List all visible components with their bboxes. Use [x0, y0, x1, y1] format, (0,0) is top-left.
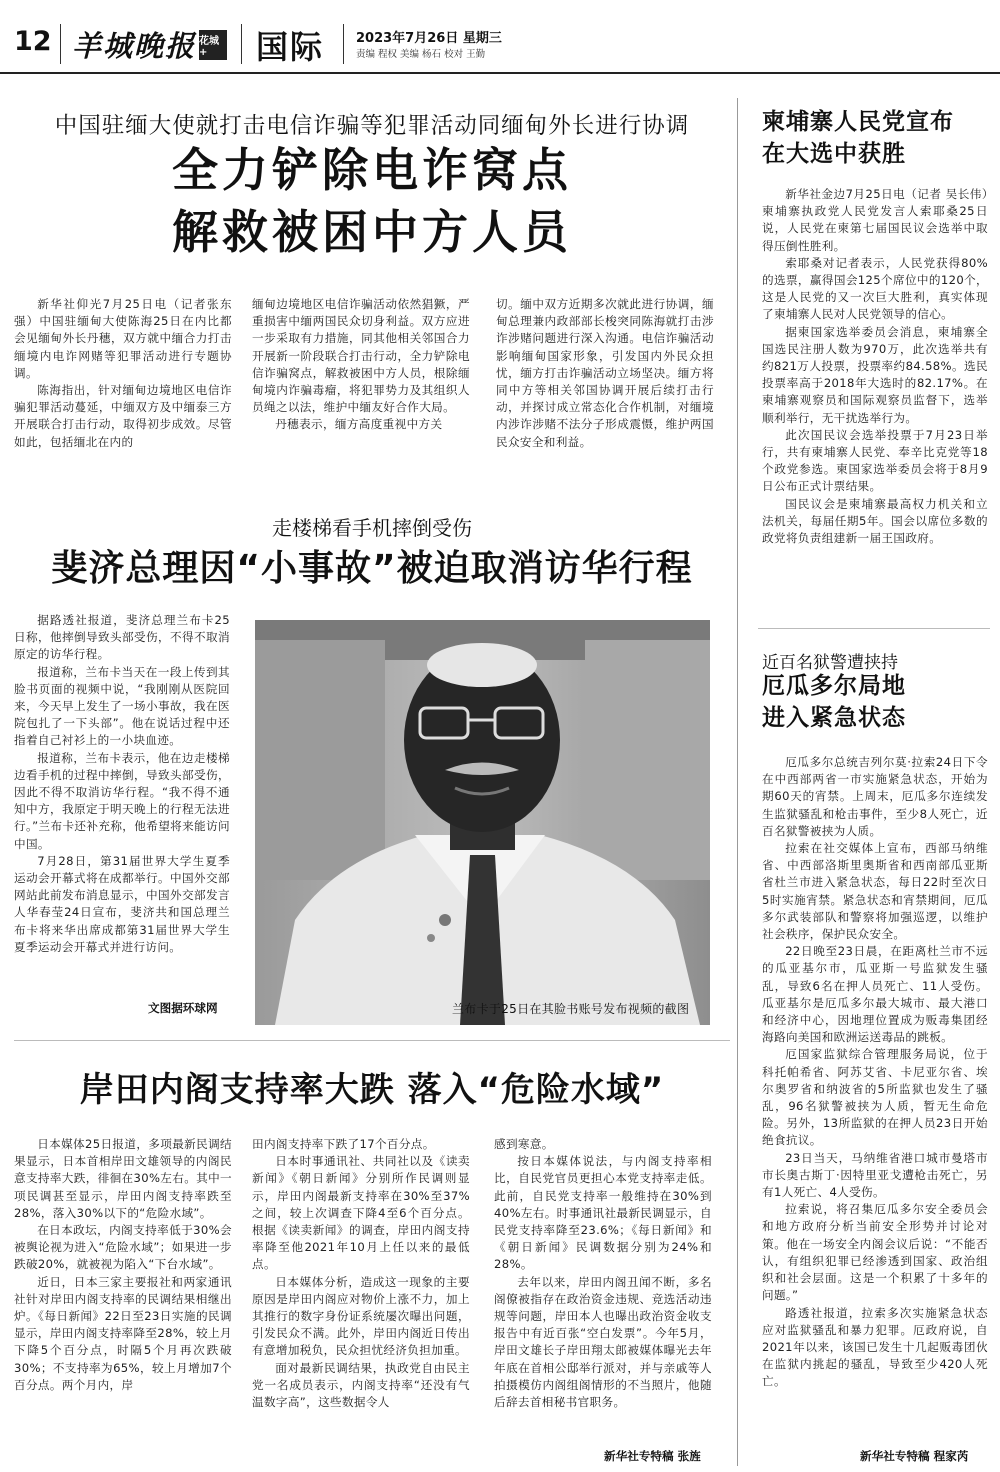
ecuador-credit: 新华社专特稿 程家芮 [860, 1449, 969, 1463]
paragraph: 缅甸边境地区电信诈骗活动依然猖獗，严重损害中缅两国民众切身利益。双方应进一步采取有力措施，同其他相关邻国合力开展新一阶段联合打击行动，全力铲除电信诈骗窝点，解救被困中方人员，根除缅甸境内诈骗毒瘤，将犯罪势力及其组织人员绳之以法，维护中缅友好合作大局。 [252, 297, 470, 415]
lead-headline-line2: 解救被困中方人员 [172, 205, 572, 259]
cambodia-headline-line1: 柬埔寨人民党宣布 [762, 109, 954, 135]
cambodia-body [762, 186, 988, 547]
paragraph: 切。缅中双方近期多次就此进行协调，缅甸总理兼内政部部长梭突同陈海就打击涉诈涉赌问题进行深入沟通。电信诈骗活动影响缅甸国家形象，引发国内外民众担忧，缅方打击诈骗活动立场坚决。缅方将同中方等相关邻国协调开展后续打击行动，并探讨成立常态化合作机制，对缅境内涉诈涉赌不法分子形成震慑，维护两国民众安全和利益。 [496, 297, 714, 449]
lead-column-3 [496, 296, 714, 451]
paragraph: 厄瓜多尔总统吉列尔莫·拉索24日下令在中西部两省一市实施紧急状态，开始为期60天的宵禁。上周末，厄瓜多尔连续发生监狱骚乱和枪击事件，至少8人死亡，近百名狱警被挟为人质。 [762, 755, 988, 838]
paragraph: 丹穗表示，缅方高度重视中方关 [275, 417, 443, 432]
paragraph: 此次国民议会选举投票于7月23日举行，共有柬埔寨人民党、奉辛比克党等18个政党参选。柬国家选举委员会将于8月9日公布正式计票结果。 [762, 427, 988, 494]
paragraph: 国民议会是柬埔寨最高权力机关和立法机关，每届任期5年。国会以席位多数的政党将负责组建新一届王国政府。 [762, 496, 988, 546]
photo-illustration [255, 620, 710, 1025]
ecuador-kicker: 近百名狱警遭挟持 [762, 653, 898, 673]
paragraph: 索耶桑对记者表示，人民党获得80%的选票，赢得国会125个席位中的120个，这是人民党的又一次巨大胜利，真实体现了柬埔寨人民对人民党领导的信心。 [762, 255, 988, 322]
cambodia-headline-line2: 在大选中获胜 [762, 141, 906, 167]
fiji-kicker: 走楼梯看手机摔倒受伤 [272, 516, 472, 540]
ecuador-body [762, 754, 988, 1391]
header-divider [60, 24, 61, 64]
paragraph: 据柬国家选举委员会消息，柬埔寨全国选民注册人数为970万，此次选举共有约821万人投票，投票率约84.58%。选民投票率高于2018年大选时的82.17%。在柬埔寨观察员和国际观察员监督下，选举顺利举行，无干扰选举行为。 [762, 324, 988, 425]
section-rule [758, 628, 990, 629]
fiji-credit: 文图据环球网 [148, 1001, 218, 1015]
paragraph: 据路透社报道，斐济总理兰布卡25日称，他摔倒导致头部受伤，不得不取消原定的访华行程。 [14, 613, 230, 662]
column-separator [737, 98, 738, 1466]
paragraph: 新华社仰光7月25日电（记者张东强）中国驻缅甸大使陈海25日在内比都会见缅甸外长丹穗，双方就中缅合力打击缅境内电诈网赌等犯罪活动进行专题协调。 [14, 297, 232, 380]
lead-column-1 [14, 296, 232, 451]
paragraph: 22日晚至23日晨，在距离杜兰市不远的瓜亚基尔市，瓜亚斯一号监狱发生骚乱，导致6名在押人员死亡、11人受伤。瓜亚基尔是厄瓜多尔最大城市、最大港口和经济中心，因地理位置成为贩毒集团经海路向美国和欧洲运送毒品的跳板。 [762, 944, 988, 1045]
paragraph: 田内阁支持率下跌了17个百分点。 [252, 1137, 435, 1151]
photo-caption: 兰布卡于25日在其脸书账号发布视频的截图 [452, 1002, 690, 1016]
page-number: 12 [14, 26, 52, 57]
paragraph: 近日，日本三家主要报社和两家通讯社针对岸田内阁支持率的民调结果相继出炉。《每日新闻》22日至23日实施的民调显示，岸田内阁支持率降至28%，较上月下降5个百分点，时隔5个月再次跌破30%；不支持率为65%，较上月增加7个百分点。两个月内，岸 [14, 1274, 232, 1392]
masthead-logo: 羊城晚报 [72, 29, 197, 63]
paragraph: 面对最新民调结果，执政党自由民主党一名成员表示，内阁支持率“还没有气温数字高”，这些数据令人 [252, 1360, 470, 1410]
japan-column-1 [14, 1136, 232, 1394]
ecuador-headline-line1: 厄瓜多尔局地 [762, 673, 906, 699]
paragraph: 路透社报道，拉索多次实施紧急状态应对监狱骚乱和暴力犯罪。厄政府说，自2021年以来，该国已发生十几起贩毒团伙在监狱内挑起的骚乱，导致至少420人死亡。 [762, 1305, 988, 1389]
section-rule [14, 1040, 730, 1041]
masthead-mark: 花城+ [199, 30, 227, 60]
paragraph: 报道称，兰布卡表示，他在边走楼梯边看手机的过程中摔倒，导致头部受伤，因此不得不取消访华行程。“我不得不通知中方，我原定于明天晚上的行程无法进行。”兰布卡还补充称，他希望将来能访问中国。 [14, 750, 230, 851]
japan-headline: 岸田内阁支持率大跌 落入“危险水域” [79, 1070, 665, 1110]
paragraph: 23日当天，马纳维省港口城市曼塔市市长奥古斯丁·因特里亚戈遭枪击死亡，另有1人死亡、4人受伤。 [762, 1150, 988, 1200]
issue-date: 2023年7月26日 星期三 [356, 31, 502, 46]
paragraph: 日本媒体25日报道，多项最新民调结果显示，日本首相岸田文雄领导的内阁民意支持率大跌，徘徊在30%左右。其中一项民调甚至显示，岸田内阁支持率跌至28%，落入30%以下的“危险水域”。 [14, 1137, 232, 1220]
paragraph: 去年以来，岸田内阁丑闻不断，多名阁僚被指存在政治资金违规、竞选活动违规等问题，岸田本人也曝出政治资金收支报告中有近百张“空白发票”。今年5月，岸田文雄长子岸田翔太郎被媒体曝光去年年底在首相公邸举行派对，并与亲戚等人拍摄模仿内阁组阁情形的不当照片，他随后辞去首相秘书官职务。 [494, 1274, 712, 1410]
lead-column-2 [252, 296, 470, 434]
paragraph: 新华社金边7月25日电（记者 吴长伟）柬埔寨执政党人民党发言人索耶桑25日说，人民党在柬第七届国民议会选举中取得压倒性胜利。 [762, 187, 988, 253]
header-divider [343, 24, 344, 64]
paragraph: 拉索在社交媒体上宣布，西部马纳维省、中西部洛斯里奥斯省和西南部瓜亚斯省杜兰市进入紧急状态，每日22时至次日5时实施宵禁。紧急状态和宵禁期间，厄瓜多尔武装部队和警察将加强巡逻，以维护社会秩序，保护民众安全。 [762, 841, 988, 942]
japan-column-2 [252, 1136, 470, 1411]
lambuka-photo [255, 620, 710, 1025]
paragraph: 报道称，兰布卡当天在一段上传到其脸书页面的视频中说，“我刚刚从医院回来，今天早上发生了一场小事故，我在医院包扎了一下头部”。他在说话过程中还指着自己衬衫上的一小块血迹。 [14, 664, 230, 748]
paragraph: 7月28日，第31届世界大学生夏季运动会开幕式将在成都举行。中国外交部网站此前发布消息显示，中国外交部发言人华春莹24日宣布，斐济共和国总理兰布卡将来华出席成都第31届世界大学生夏季运动会开幕式并进行访问。 [14, 853, 230, 954]
japan-credit: 新华社专特稿 张旌 [604, 1449, 701, 1463]
paragraph: 在日本政坛，内阁支持率低于30%会被舆论视为进入“危险水域”；如果进一步跌破20%，就被视为陷入“下台水域”。 [14, 1223, 232, 1272]
ecuador-headline-line2: 进入紧急状态 [762, 705, 906, 731]
editors-line: 责编 程权 美编 杨石 校对 王勤 [356, 49, 486, 60]
paragraph: 日本时事通讯社、共同社以及《读卖新闻》《朝日新闻》分别所作民调则显示，岸田内阁最新支持率在30%至37%之间，较上次调查下降4至6个百分点。根据《读卖新闻》的调查，岸田内阁支持率降至他2021年10月上任以来的最低点。 [252, 1154, 470, 1272]
paragraph: 日本媒体分析，造成这一现象的主要原因是岸田内阁应对物价上涨不力，加上其推行的数字身份证系统屡次曝出问题，引发民众不满。此外，岸田内阁近日传出有意增加税负，民众担忧经济负担加重。 [252, 1274, 470, 1358]
fiji-body [14, 612, 230, 956]
section-title: 国际 [256, 28, 325, 66]
paragraph: 感到寒意。 [494, 1137, 554, 1151]
paragraph: 陈海指出，针对缅甸边境地区电信诈骗犯罪活动蔓延，中缅双方及中缅泰三方开展联合打击行动，取得初步成效。尽管如此，包括缅北在内的 [14, 383, 232, 449]
lead-kicker: 中国驻缅大使就打击电信诈骗等犯罪活动同缅甸外长进行协调 [54, 113, 690, 139]
lead-headline-line1: 全力铲除电诈窝点 [172, 143, 572, 197]
header-divider [241, 24, 242, 64]
paragraph: 拉索说，将召集厄瓜多尔安全委员会和地方政府分析当前安全形势并讨论对策。他在一场安全内阁会议后说：“不能否认，有组织犯罪已经渗透到国家、政治组织和社会层面。这是一个积累了十多年的问题。” [762, 1202, 988, 1303]
japan-column-3 [494, 1136, 712, 1411]
paragraph: 按日本媒体说法，与内阁支持率相比，自民党官员更担心本党支持率走低。此前，自民党支持率一般维持在30%到40%左右。时事通讯社最新民调显示，自民党支持率降至23.6%；《每日新闻》和《朝日新闻》民调数据分别为24%和28%。 [494, 1154, 712, 1272]
header-rule [0, 72, 1000, 74]
fiji-headline: 斐济总理因“小事故”被迫取消访华行程 [51, 548, 693, 589]
paragraph: 厄国家监狱综合管理服务局说，位于科托帕希省、阿苏艾省、卡尼亚尔省、埃尔奥罗省和纳波省的5所监狱也发生了骚乱，96名狱警被挟为人质，暂无生命危险。另外，13所监狱的在押人员23日开始绝食抗议。 [762, 1047, 988, 1148]
